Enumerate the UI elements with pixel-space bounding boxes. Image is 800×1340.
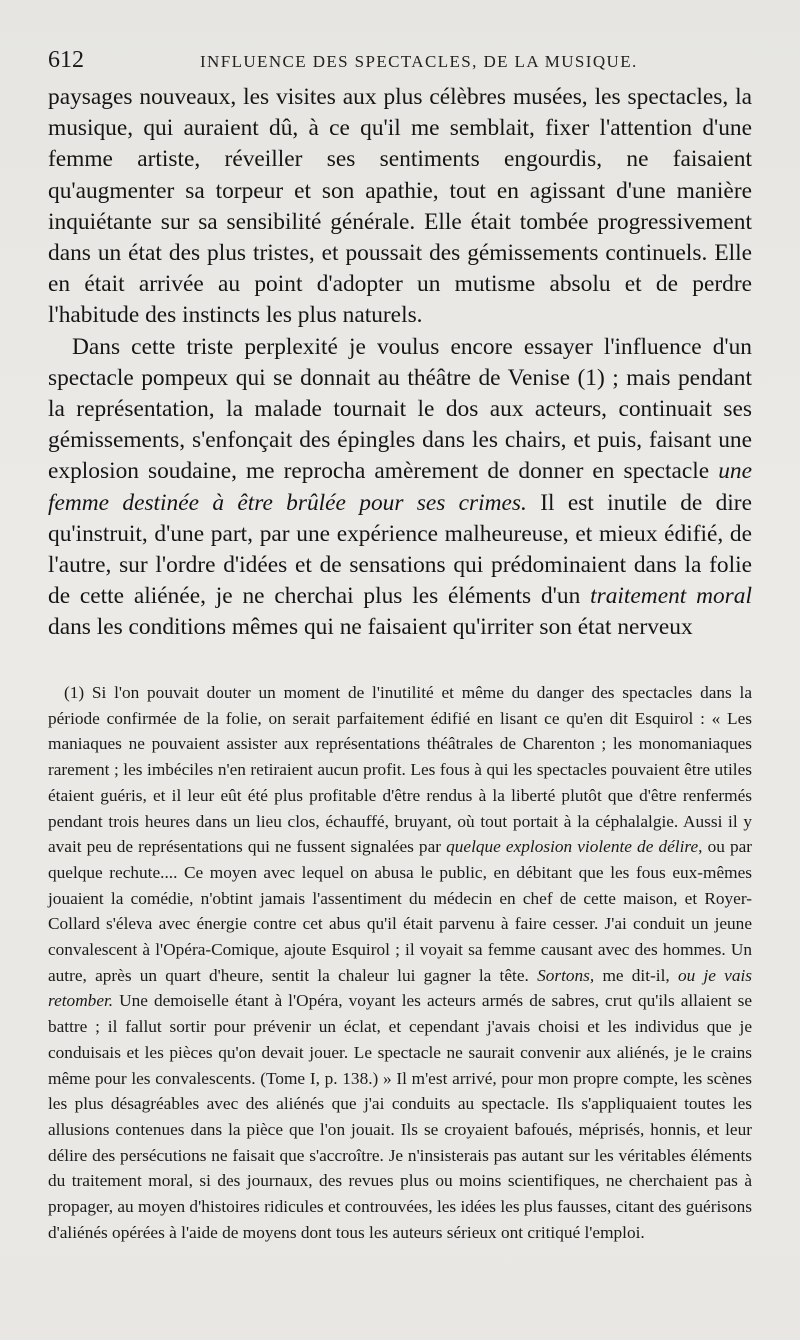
footnote-paragraph (48, 680, 752, 1245)
running-title: INFLUENCE DES SPECTACLES, DE LA MUSIQUE. (200, 52, 638, 71)
footnote-text-a: (1) Si l'on pouvait douter un moment de l'inutilité et même du danger des spectacles dans la période confirmée de la folie, on serait parfaitement édifié en lisant ce qu'en dit Esquirol : « Les maniaques ne pouvaient assister aux représentations théâtrales de Charenton ; les monomaniaques rarement ; les imbéciles n'en retiraient aucun profit. Les fous à qui les spectacles pouvaient être utiles étaient guéris, et il leur eût été plus profitable d'être rendus à la liberté plutôt que d'être renfermés pendant trois heures dans un lieu clos, échauffé, bruyant, où tout portait à la céphalalgie. Aussi il y avait peu de représentations qui ne fussent signalées par (48, 683, 752, 857)
paragraph-2-text-c: dans les conditions mêmes qui ne faisaient qu'irriter son état nerveux (48, 614, 693, 641)
footnote-text-b: ou par quelque rechute.... Ce moyen avec lequel on abusa le public, en débitant que les fous eux-mêmes jouaient la comédie, n'obtint jamais l'assentiment du médecin en chef de cette maison, et Royer-Collard s'éleva avec énergie contre cet abus qu'il était parvenu à faire cesser. J'ai conduit un jeune convalescent à l'Opéra-Comique, ajoute Esquirol ; il voyait sa femme causant avec des hommes. Un autre, après un quart d'heure, sentit la chaleur lui gagner la tête. (48, 837, 753, 985)
main-text (48, 82, 752, 644)
footnote-italic-2: Sortons, (537, 965, 595, 985)
paragraph-2-text-b: Il est inutile de dire qu'instruit, d'une part, par une expérience malheureuse, et mieux édifié, de l'autre, sur l'ordre d'idées et de sensations qui prédominaient dans la folie de cette aliénée, je ne cherchai plus les éléments d'un (48, 489, 752, 610)
footnote-italic-1: quelque explosion violente de délire, (446, 837, 703, 857)
paragraph-1: paysages nouveaux, les visites aux plus célèbres musées, les spectacles, la musique, qui auraient dû, à ce qu'il me semblait, fixer l'attention d'une femme artiste, réveiller ses sentiments engourdis, ne faisaient qu'augmenter sa torpeur et son apathie, tout en agissant d'une manière inquiétante sur sa sensibilité générale. Elle était tombée progressivement dans un état des plus tristes, et poussait des gémissements continuels. Elle en était arrivée au point d'adopter un mutisme absolu et de perdre l'habitude des instincts les plus naturels. (48, 84, 752, 329)
footnote-italic-3: ou je vais retomber. (48, 965, 752, 1011)
paragraph-2-text-a: Dans cette triste perplexité je voulus encore essayer l'influence d'un spectacle pompeux qui se donnait au théâtre de Venise (1) ; mais pendant la représentation, la malade tournait le dos aux acteurs, continuait ses gémissements, s'enfonçait des épingles dans les chairs, et puis, faisant une explosion soudaine, me reprocha amèrement de donner en spectacle (48, 333, 752, 485)
page-header (36, 46, 766, 74)
italic-term: traitement moral (590, 583, 752, 610)
page-number: 612 (48, 47, 84, 73)
footnote-text-c: me dit-il, (602, 965, 670, 985)
footnote-text-d: Une demoiselle étant à l'Opéra, voyant les acteurs armés de sabres, crut qu'ils allaient se battre ; il fallut sortir pour prévenir un éclat, et cependant j'avais choisi et les individus que je conduisais et les pièces qu'on devait jouer. Le spectacle ne saurait convenir aux aliénés, je le crains même pour les convalescents. (Tome I, p. 138.) » Il m'est arrivé, pour mon propre compte, les scènes les plus désagréables avec des aliénés que j'ai conduits au spectacle. Ils s'appliquaient toutes les allusions contenues dans la pièce que l'on jouait. Ils se croyaient bafoués, méprisés, honnis, et leur délire des persécutions ne faisait que s'accroître. Je n'insisterais pas autant sur les véritables éléments du traitement moral, si des journaux, des revues plus ou moins scientifiques, ne cherchaient pas à propager, au moyen d'histoires ridicules et controuvées, les idées les plus fausses, citant des guérisons d'aliénés opérées à l'aide de moyens dont tous les auteurs sérieux ont critiqué l'emploi. (48, 991, 752, 1242)
italic-quote: une femme destinée à être brûlée pour ses crimes. (48, 458, 752, 516)
footnote (48, 680, 752, 1245)
paragraph-2 (48, 332, 752, 644)
